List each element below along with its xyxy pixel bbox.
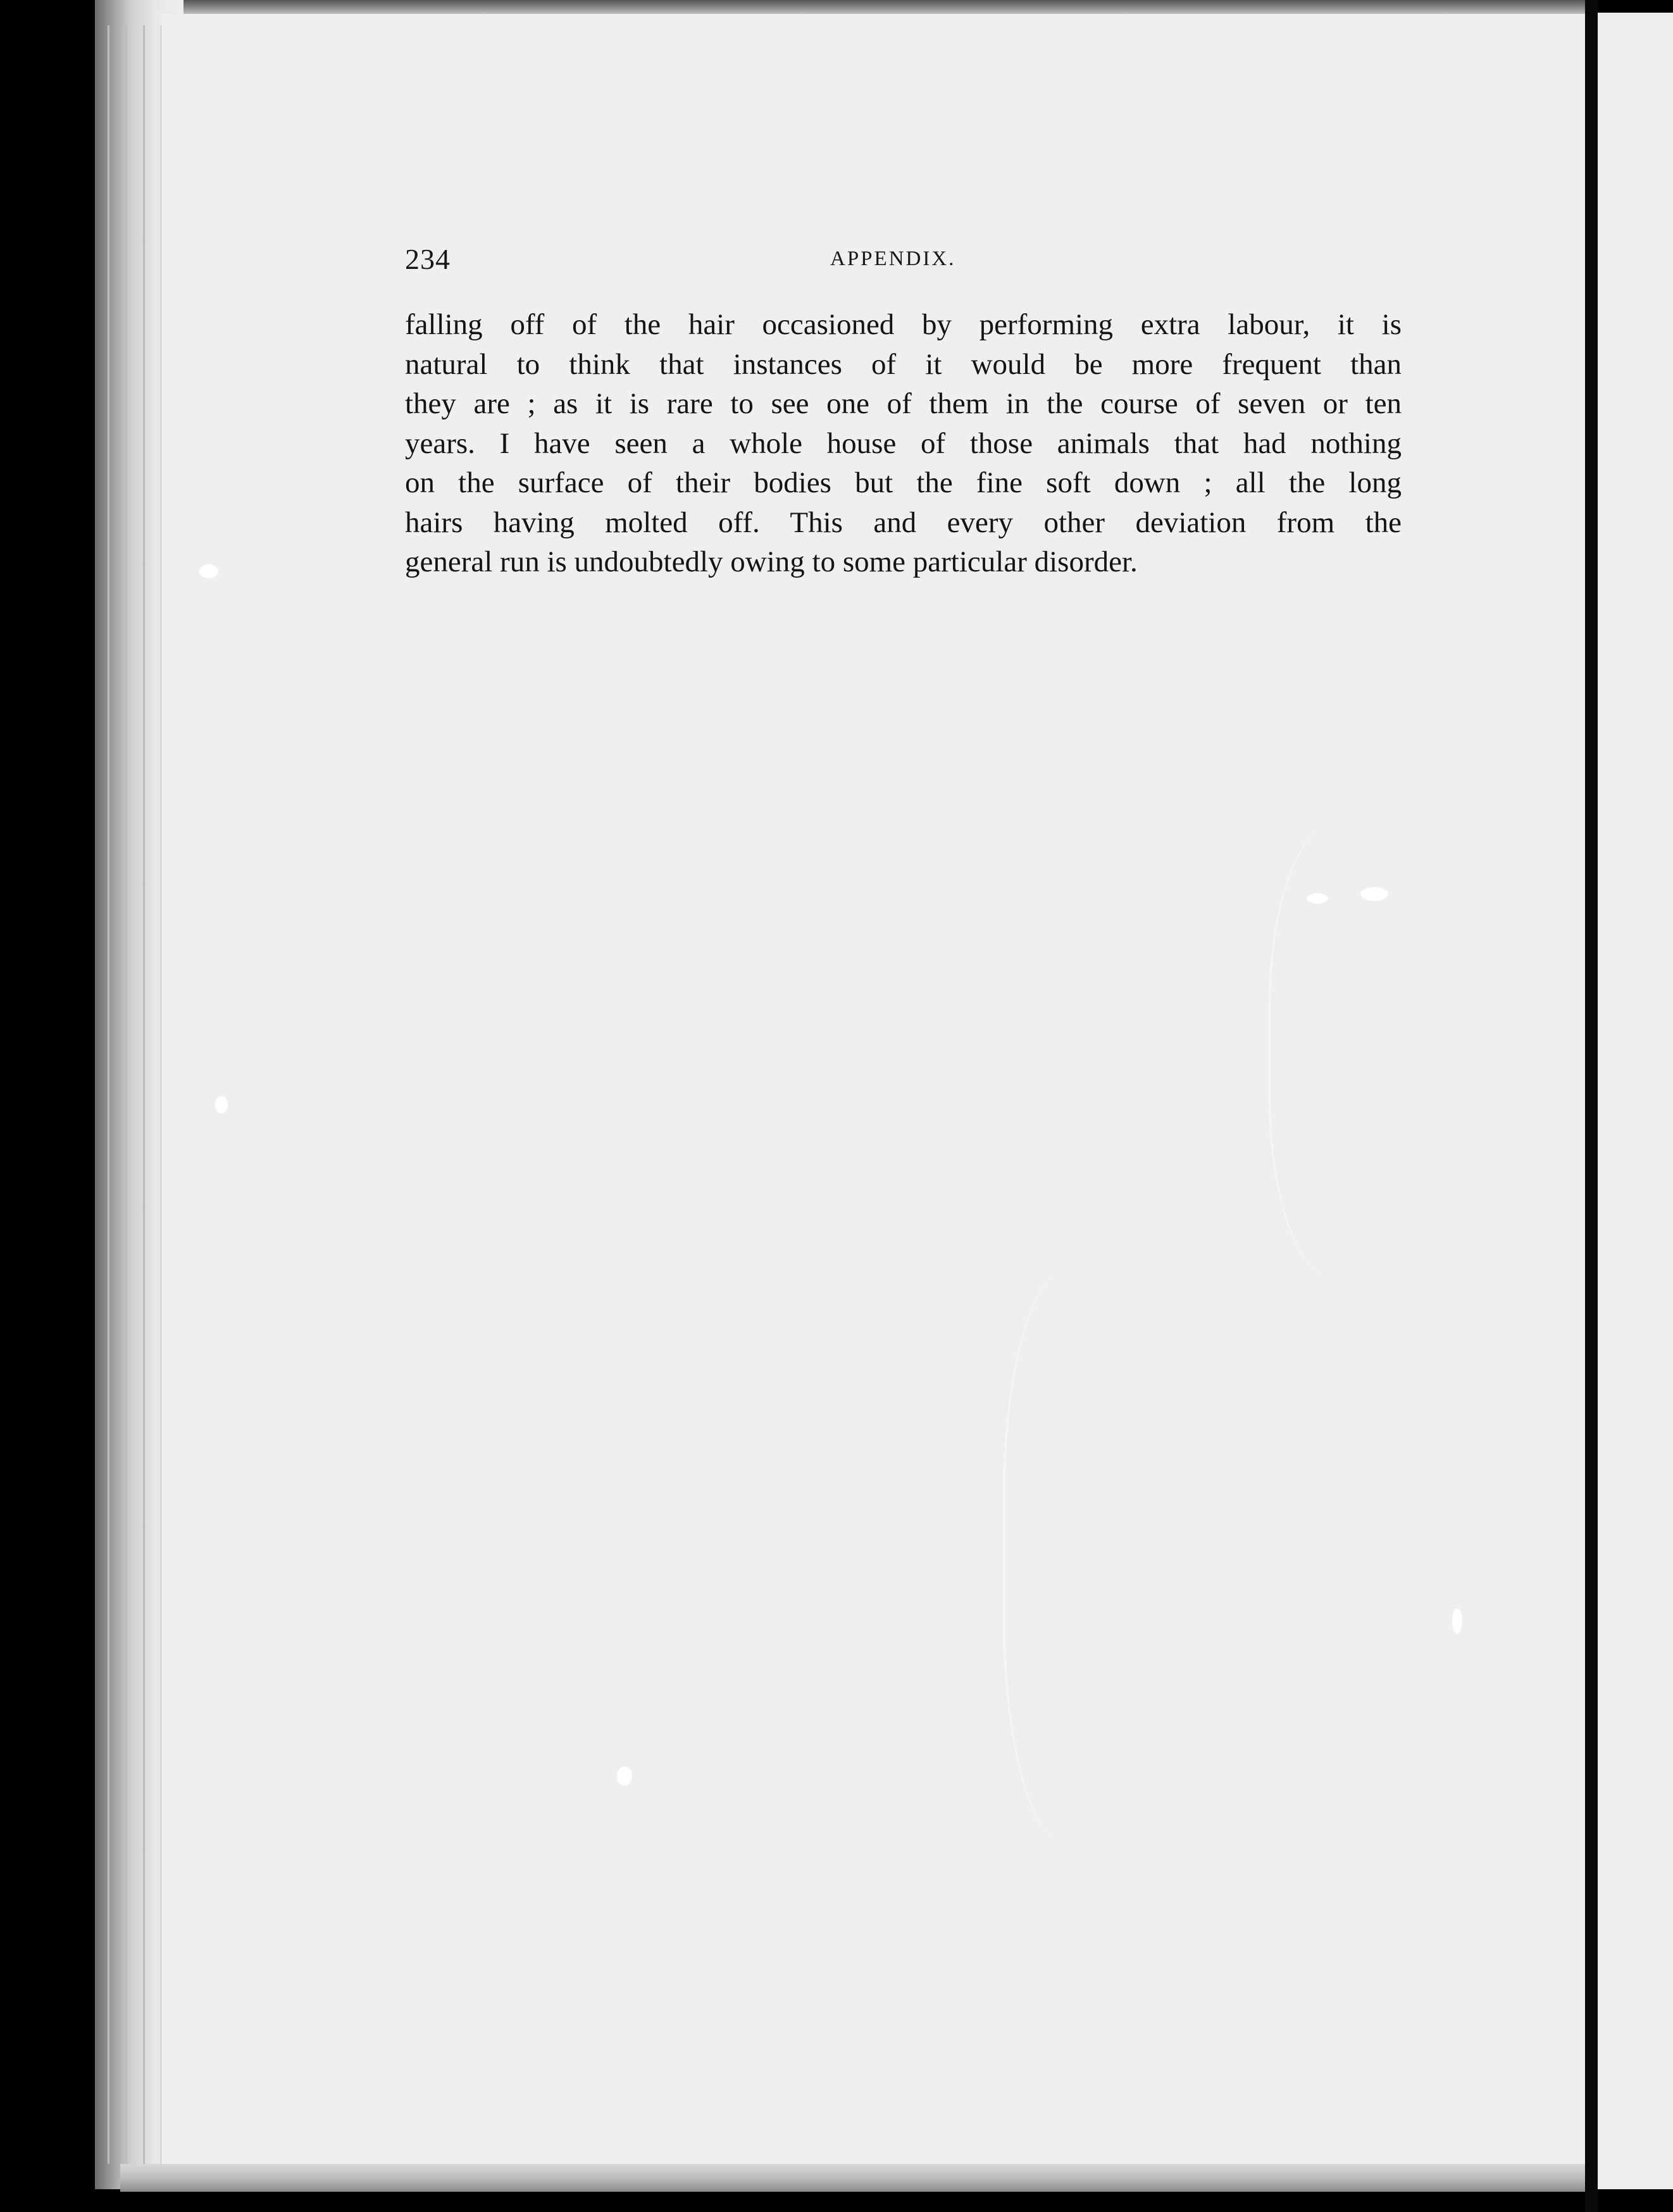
text-line: years. I have seen a whole house of those animals that had nothing: [405, 426, 1402, 460]
body-paragraph: [405, 305, 1402, 582]
stack-line: [125, 25, 127, 2164]
text-line: on the surface of their bodies but the fine soft down ; all the long: [405, 466, 1402, 499]
running-head-title: APPENDIX.: [830, 247, 956, 270]
paper-speck: [199, 564, 218, 578]
paper-crease: [1269, 824, 1435, 1279]
running-head: [405, 242, 1402, 280]
book-gutter: [1585, 0, 1598, 2212]
facing-page-edge: [1598, 13, 1673, 2189]
page-bottom-edge: [120, 2164, 1588, 2192]
paper-speck: [1307, 893, 1328, 904]
paper-speck: [1452, 1608, 1462, 1634]
page-number: 234: [405, 243, 451, 275]
stack-line: [108, 25, 109, 2164]
paper-speck: [215, 1096, 228, 1114]
text-line: hairs having molted off. This and every other deviation from the: [405, 506, 1402, 539]
paper-crease: [1003, 1273, 1157, 1842]
paper-speck: [617, 1767, 632, 1786]
paper-speck: [1360, 887, 1388, 901]
text-line: natural to think that instances of it would be more frequent than: [405, 347, 1402, 381]
text-line: general run is undoubtedly owing to some particular disorder.: [405, 545, 1138, 578]
stack-line: [143, 25, 145, 2164]
text-line: falling off of the hair occasioned by performing extra labour, it is: [405, 308, 1402, 341]
text-line: they are ; as it is rare to see one of them in the course of seven or ten: [405, 387, 1402, 420]
